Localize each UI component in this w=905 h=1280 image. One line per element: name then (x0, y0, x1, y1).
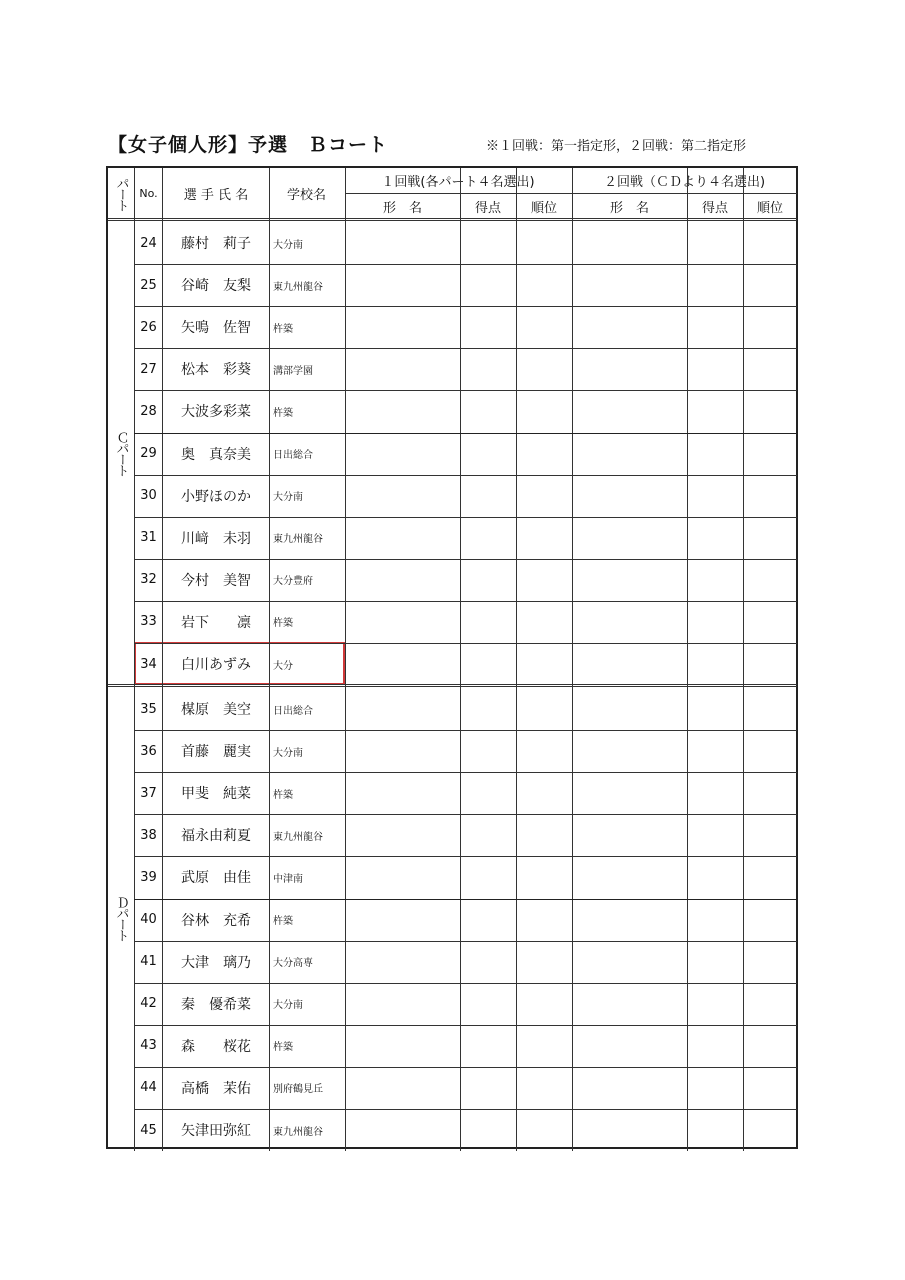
r2-rank-cell[interactable] (743, 856, 797, 898)
player-number: 28 (140, 403, 157, 419)
r1-score-cell[interactable] (460, 433, 516, 475)
player-number: 37 (140, 785, 157, 801)
r2-rank-cell[interactable] (743, 983, 797, 1025)
player-number: 44 (140, 1080, 157, 1096)
school-name: 東九州龍谷 (273, 534, 323, 546)
school-name: 東九州龍谷 (273, 1126, 323, 1138)
player-name: 矢津田弥紅 (181, 1123, 251, 1140)
r1-rank-cell[interactable] (516, 856, 572, 898)
r2-score-cell[interactable] (687, 688, 743, 730)
player-name: 奥 真奈美 (181, 446, 251, 463)
school-name: 大分豊府 (273, 576, 313, 588)
r2-kata-cell[interactable] (572, 688, 687, 730)
school-name: 大分南 (273, 1000, 303, 1012)
r2-kata-cell[interactable] (572, 390, 687, 432)
r1-score-cell[interactable] (460, 688, 516, 730)
row-divider (134, 517, 797, 518)
school-name: 大分南 (273, 747, 303, 759)
r2-score-cell[interactable] (687, 390, 743, 432)
player-number: 36 (140, 743, 157, 759)
r1-rank-cell[interactable] (516, 643, 572, 685)
r1-kata-cell[interactable] (345, 475, 460, 517)
player-name: 松本 彩葵 (181, 362, 251, 379)
r1-rank-cell[interactable] (516, 983, 572, 1025)
row-divider (134, 983, 797, 984)
r2-rank-cell[interactable] (743, 1025, 797, 1067)
r1-rank-cell[interactable] (516, 559, 572, 601)
r2-kata-cell[interactable] (572, 517, 687, 559)
player-number: 27 (140, 361, 157, 377)
r2-score-cell[interactable] (687, 941, 743, 983)
r2-score-cell[interactable] (687, 348, 743, 390)
player-name: 小野ほのか (181, 488, 251, 505)
r1-score-cell[interactable] (460, 772, 516, 814)
r1-kata-cell[interactable] (345, 772, 460, 814)
school-name: 溝部学園 (273, 365, 313, 377)
r2-rank-cell[interactable] (743, 433, 797, 475)
r1-score-cell[interactable] (460, 1067, 516, 1109)
r2-rank-cell[interactable] (743, 517, 797, 559)
player-number: 42 (140, 996, 157, 1012)
r1-kata-cell[interactable] (345, 348, 460, 390)
player-name: 高橋 茉佑 (181, 1080, 251, 1097)
row-divider (134, 772, 797, 773)
r1-kata-cell[interactable] (345, 1067, 460, 1109)
player-name: 甲斐 純菜 (181, 786, 251, 803)
r1-kata-cell[interactable] (345, 730, 460, 772)
r1-score-cell[interactable] (460, 983, 516, 1025)
r1-score-cell[interactable] (460, 856, 516, 898)
player-number: 29 (140, 446, 157, 462)
player-name: 福永由莉夏 (181, 828, 251, 845)
r2-score-cell[interactable] (687, 601, 743, 643)
r2-score-cell[interactable] (687, 222, 743, 264)
part-label-c: Ｃパート (113, 431, 129, 475)
r2-rank-cell[interactable] (743, 688, 797, 730)
row-divider (134, 264, 797, 265)
r1-kata-cell[interactable] (345, 390, 460, 432)
r2-kata-cell[interactable] (572, 306, 687, 348)
r1-rank-cell[interactable] (516, 517, 572, 559)
header-no: No. (139, 186, 158, 200)
player-number: 38 (140, 827, 157, 843)
school-name: 大分高専 (273, 958, 313, 970)
r1-score-cell[interactable] (460, 348, 516, 390)
player-number: 45 (140, 1122, 157, 1138)
r1-kata-cell[interactable] (345, 814, 460, 856)
school-name: 杵築 (273, 407, 293, 419)
row-divider (134, 601, 797, 602)
r2-score-cell[interactable] (687, 306, 743, 348)
r2-rank-cell[interactable] (743, 941, 797, 983)
r1-rank-cell[interactable] (516, 1067, 572, 1109)
header-school: 学校名 (286, 187, 326, 203)
r2-kata-cell[interactable] (572, 856, 687, 898)
r2-kata-cell[interactable] (572, 772, 687, 814)
r1-kata-cell[interactable] (345, 264, 460, 306)
r1-rank-cell[interactable] (516, 390, 572, 432)
page-title: 【女子個人形】予選 Ｂコート (108, 134, 389, 156)
row-divider (345, 193, 797, 194)
r1-kata-cell[interactable] (345, 1109, 460, 1151)
r1-score-cell[interactable] (460, 1025, 516, 1067)
player-name: 川﨑 未羽 (181, 530, 251, 547)
r2-kata-cell[interactable] (572, 559, 687, 601)
r2-score-cell[interactable] (687, 517, 743, 559)
player-name: 藤村 莉子 (181, 236, 251, 253)
r2-rank-cell[interactable] (743, 772, 797, 814)
school-name: 日出総合 (273, 450, 313, 462)
player-number: 41 (140, 954, 157, 970)
r2-rank-cell[interactable] (743, 306, 797, 348)
r2-rank-cell[interactable] (743, 222, 797, 264)
r2-score-cell[interactable] (687, 643, 743, 685)
r2-rank-cell[interactable] (743, 814, 797, 856)
row-divider (134, 559, 797, 560)
player-name: 谷林 充希 (181, 912, 251, 929)
r2-kata-cell[interactable] (572, 264, 687, 306)
row-divider (134, 1025, 797, 1026)
player-name: 武原 由佳 (181, 870, 251, 887)
player-name: 秦 優希菜 (181, 996, 251, 1013)
r2-kata-cell[interactable] (572, 643, 687, 685)
row-divider (134, 1109, 797, 1110)
r1-rank-cell[interactable] (516, 264, 572, 306)
r2-rank-cell[interactable] (743, 730, 797, 772)
r1-score-cell[interactable] (460, 517, 516, 559)
r2-rank-cell[interactable] (743, 643, 797, 685)
school-name: 杵築 (273, 916, 293, 928)
r1-kata-cell[interactable] (345, 601, 460, 643)
player-number: 32 (140, 572, 157, 588)
r1-kata-cell[interactable] (345, 856, 460, 898)
r2-score-cell[interactable] (687, 856, 743, 898)
r1-rank-cell[interactable] (516, 730, 572, 772)
r1-rank-cell[interactable] (516, 306, 572, 348)
r1-kata-cell[interactable] (345, 517, 460, 559)
r1-kata-cell[interactable] (345, 433, 460, 475)
r1-kata-cell[interactable] (345, 222, 460, 264)
r2-rank-cell[interactable] (743, 559, 797, 601)
r2-kata-cell[interactable] (572, 814, 687, 856)
player-name: 今村 美智 (181, 572, 251, 589)
header-part: パート (113, 176, 129, 210)
r2-rank-cell[interactable] (743, 390, 797, 432)
player-number: 40 (140, 912, 157, 928)
player-name: 大波多彩菜 (181, 404, 251, 421)
r2-score-cell[interactable] (687, 899, 743, 941)
player-number: 34 (140, 656, 157, 672)
r2-rank-cell[interactable] (743, 1109, 797, 1151)
r1-rank-cell[interactable] (516, 601, 572, 643)
r2-score-cell[interactable] (687, 475, 743, 517)
r1-score-cell[interactable] (460, 475, 516, 517)
r1-rank-cell[interactable] (516, 1025, 572, 1067)
part-label-d: Ｄパート (113, 896, 129, 940)
r1-score-cell[interactable] (460, 390, 516, 432)
player-number: 26 (140, 319, 157, 335)
r1-rank-cell[interactable] (516, 941, 572, 983)
player-number: 25 (140, 277, 157, 293)
r2-score-cell[interactable] (687, 1067, 743, 1109)
r2-score-cell[interactable] (687, 983, 743, 1025)
r1-kata-cell[interactable] (345, 559, 460, 601)
r1-rank-cell[interactable] (516, 433, 572, 475)
r1-score-cell[interactable] (460, 643, 516, 685)
player-number: 39 (140, 869, 157, 885)
school-name: 別府鶴見丘 (273, 1084, 323, 1096)
row-divider (134, 390, 797, 391)
player-name: 首藤 麗実 (181, 744, 251, 761)
row-divider (134, 856, 797, 857)
r1-rank-cell[interactable] (516, 475, 572, 517)
player-name: 森 桜花 (181, 1038, 251, 1055)
player-number: 31 (140, 530, 157, 546)
header-r2-kata: 形 名 (609, 200, 649, 216)
header-divider (108, 218, 797, 221)
r2-rank-cell[interactable] (743, 601, 797, 643)
player-name: 谷崎 友梨 (181, 278, 251, 295)
r1-score-cell[interactable] (460, 730, 516, 772)
school-name: 杵築 (273, 789, 293, 801)
school-name: 日出総合 (273, 705, 313, 717)
player-number: 43 (140, 1038, 157, 1054)
r2-rank-cell[interactable] (743, 264, 797, 306)
row-divider (134, 306, 797, 307)
row-divider (134, 1067, 797, 1068)
r2-kata-cell[interactable] (572, 1067, 687, 1109)
header-r2-score: 得点 (701, 200, 728, 216)
r1-kata-cell[interactable] (345, 983, 460, 1025)
r2-score-cell[interactable] (687, 814, 743, 856)
header-round2: ２回戦（ＣＤより４名選出) (603, 175, 766, 190)
r1-kata-cell[interactable] (345, 899, 460, 941)
r2-kata-cell[interactable] (572, 730, 687, 772)
r2-kata-cell[interactable] (572, 601, 687, 643)
r1-score-cell[interactable] (460, 1109, 516, 1151)
school-name: 大分南 (273, 239, 303, 251)
school-name: 東九州龍谷 (273, 831, 323, 843)
r1-rank-cell[interactable] (516, 222, 572, 264)
r2-kata-cell[interactable] (572, 1025, 687, 1067)
header-r1-score: 得点 (474, 200, 501, 216)
row-divider (134, 475, 797, 476)
school-name: 中津南 (273, 873, 303, 885)
r2-rank-cell[interactable] (743, 1067, 797, 1109)
row-divider (134, 348, 797, 349)
r1-score-cell[interactable] (460, 222, 516, 264)
r2-kata-cell[interactable] (572, 222, 687, 264)
results-table (106, 166, 798, 1149)
player-name: 白川あずみ (181, 657, 251, 674)
player-number: 35 (140, 701, 157, 717)
school-name: 大分 (273, 660, 293, 672)
r1-score-cell[interactable] (460, 264, 516, 306)
r1-score-cell[interactable] (460, 814, 516, 856)
header-round1: １回戦(各パート４名選出) (381, 175, 535, 190)
r2-score-cell[interactable] (687, 1109, 743, 1151)
player-name: 岩下 凛 (181, 614, 251, 631)
row-divider (134, 814, 797, 815)
r2-score-cell[interactable] (687, 433, 743, 475)
player-number: 33 (140, 614, 157, 630)
r1-score-cell[interactable] (460, 941, 516, 983)
r1-rank-cell[interactable] (516, 688, 572, 730)
r1-kata-cell[interactable] (345, 306, 460, 348)
r1-kata-cell[interactable] (345, 688, 460, 730)
r1-rank-cell[interactable] (516, 1109, 572, 1151)
row-divider (134, 730, 797, 731)
school-name: 杵築 (273, 323, 293, 335)
row-divider (134, 941, 797, 942)
r1-kata-cell[interactable] (345, 1025, 460, 1067)
r2-rank-cell[interactable] (743, 475, 797, 517)
school-name: 杵築 (273, 1042, 293, 1054)
header-r1-rank: 順位 (530, 200, 557, 216)
r1-score-cell[interactable] (460, 899, 516, 941)
r2-kata-cell[interactable] (572, 475, 687, 517)
r1-rank-cell[interactable] (516, 772, 572, 814)
player-name: 楳原 美空 (181, 702, 251, 719)
r2-score-cell[interactable] (687, 772, 743, 814)
round-note: ※１回戦：第一指定形，２回戦：第二指定形 (486, 139, 747, 154)
r1-score-cell[interactable] (460, 306, 516, 348)
row-divider (134, 433, 797, 434)
header-r2-rank: 順位 (756, 200, 783, 216)
r1-kata-cell[interactable] (345, 643, 460, 685)
r2-kata-cell[interactable] (572, 1109, 687, 1151)
r1-rank-cell[interactable] (516, 348, 572, 390)
r1-score-cell[interactable] (460, 559, 516, 601)
r1-rank-cell[interactable] (516, 814, 572, 856)
school-name: 杵築 (273, 618, 293, 630)
r2-rank-cell[interactable] (743, 348, 797, 390)
school-name: 大分南 (273, 492, 303, 504)
r2-rank-cell[interactable] (743, 899, 797, 941)
r2-kata-cell[interactable] (572, 983, 687, 1025)
player-name: 矢鳴 佐智 (181, 320, 251, 337)
r2-score-cell[interactable] (687, 730, 743, 772)
player-number: 30 (140, 488, 157, 504)
r2-kata-cell[interactable] (572, 348, 687, 390)
player-name: 大津 璃乃 (181, 954, 251, 971)
header-name: 選 手 氏 名 (183, 187, 249, 203)
r2-kata-cell[interactable] (572, 899, 687, 941)
r2-kata-cell[interactable] (572, 433, 687, 475)
r1-score-cell[interactable] (460, 601, 516, 643)
row-divider (134, 643, 797, 644)
r1-rank-cell[interactable] (516, 899, 572, 941)
r2-kata-cell[interactable] (572, 941, 687, 983)
player-number: 24 (140, 235, 157, 251)
row-divider (134, 899, 797, 900)
r2-score-cell[interactable] (687, 1025, 743, 1067)
header-r1-kata: 形 名 (382, 200, 422, 216)
school-name: 東九州龍谷 (273, 281, 323, 293)
r1-kata-cell[interactable] (345, 941, 460, 983)
r2-score-cell[interactable] (687, 559, 743, 601)
r2-score-cell[interactable] (687, 264, 743, 306)
